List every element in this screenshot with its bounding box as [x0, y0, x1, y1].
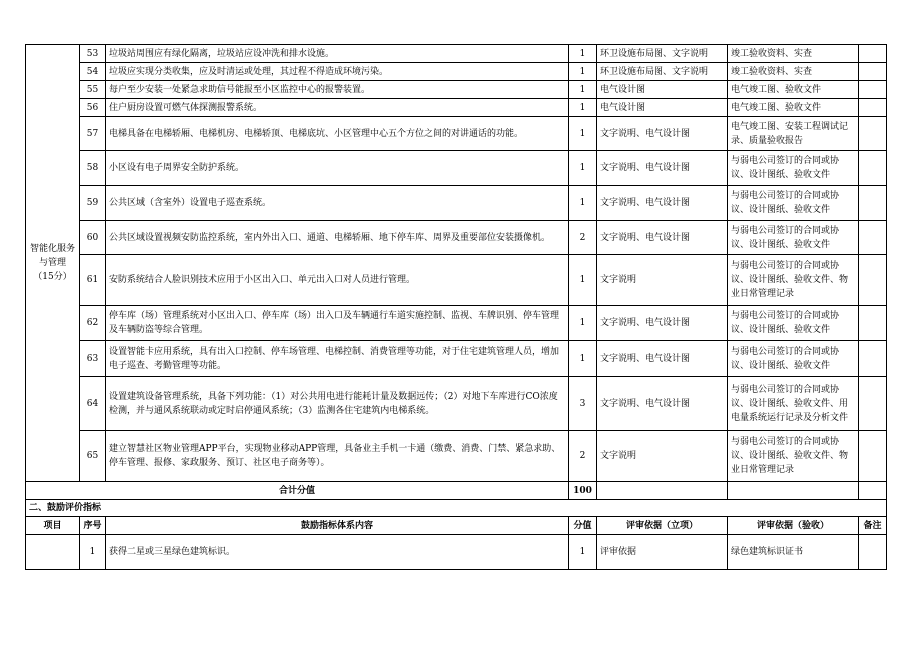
total-label: 合计分值 [26, 482, 569, 500]
table-row [26, 306, 887, 341]
table-row [26, 377, 887, 431]
row-score: 1 [569, 306, 597, 341]
row-content: 小区设有电子周界安全防护系统。 [106, 151, 569, 186]
header-remarks: 备注 [859, 517, 887, 535]
row-number: 64 [80, 377, 106, 431]
row-basis-acceptance: 电气竣工图、安装工程调试记录、质量验收报告 [728, 117, 859, 151]
table-row [26, 63, 887, 81]
row-content: 住户厨房设置可燃气体探测报警系统。 [106, 99, 569, 117]
main-table-body [26, 45, 887, 570]
row-remarks [859, 81, 887, 99]
row-number: 65 [80, 431, 106, 482]
bonus-basis-acceptance: 绿色建筑标识证书 [728, 535, 859, 570]
row-basis-project: 文字说明 [597, 431, 728, 482]
table-row [26, 45, 887, 63]
row-basis-project: 文字说明、电气设计图 [597, 221, 728, 255]
row-basis-project: 文字说明 [597, 255, 728, 306]
row-basis-acceptance: 与弱电公司签订的合同或协议、设计图纸、验收文件、用电量系统运行记录及分析文件 [728, 377, 859, 431]
header-no: 序号 [80, 517, 106, 535]
header-row [26, 517, 887, 535]
row-remarks [859, 341, 887, 377]
row-content: 电梯具备在电梯轿厢、电梯机房、电梯轿顶、电梯底坑、小区管理中心五个方位之间的对讲通话的功能。 [106, 117, 569, 151]
section-title: 二、鼓励评价指标 [26, 500, 887, 517]
row-basis-project: 电气设计图 [597, 99, 728, 117]
row-score: 2 [569, 431, 597, 482]
row-number: 57 [80, 117, 106, 151]
total-row [26, 482, 887, 500]
header-score: 分值 [569, 517, 597, 535]
row-number: 56 [80, 99, 106, 117]
row-basis-acceptance: 与弱电公司签订的合同或协议、设计图纸、验收文件、物业日常管理记录 [728, 255, 859, 306]
bonus-content: 获得二星或三星绿色建筑标识。 [106, 535, 569, 570]
row-basis-project: 文字说明、电气设计图 [597, 306, 728, 341]
table-row [26, 341, 887, 377]
bonus-item-cell [26, 535, 80, 570]
row-content: 公共区域（含室外）设置电子巡查系统。 [106, 186, 569, 221]
row-score: 1 [569, 63, 597, 81]
header-item: 项目 [26, 517, 80, 535]
row-basis-project: 环卫设施布局图、文字说明 [597, 63, 728, 81]
row-score: 1 [569, 99, 597, 117]
row-remarks [859, 63, 887, 81]
row-number: 63 [80, 341, 106, 377]
row-basis-project: 文字说明、电气设计图 [597, 186, 728, 221]
row-remarks [859, 99, 887, 117]
table-row [26, 255, 887, 306]
row-score: 1 [569, 255, 597, 306]
table-row [26, 117, 887, 151]
row-content: 停车库（场）管理系统对小区出入口、停车库（场）出入口及车辆通行车道实施控制、监视、车牌识别、停车管理及车辆防盗等综合管理。 [106, 306, 569, 341]
row-basis-project: 电气设计图 [597, 81, 728, 99]
row-score: 1 [569, 186, 597, 221]
total-empty-cell [859, 482, 887, 500]
row-basis-project: 文字说明、电气设计图 [597, 151, 728, 186]
table-row [26, 151, 887, 186]
bonus-row [26, 535, 887, 570]
row-score: 2 [569, 221, 597, 255]
row-number: 59 [80, 186, 106, 221]
section-title-row [26, 500, 887, 517]
row-basis-acceptance: 电气竣工图、验收文件 [728, 81, 859, 99]
row-content: 垃圾应实现分类收集，应及时清运或处理，其过程不得造成环境污染。 [106, 63, 569, 81]
row-basis-acceptance: 与弱电公司签订的合同或协议、设计图纸、验收文件 [728, 221, 859, 255]
header-basis-acceptance: 评审依据（验收） [728, 517, 859, 535]
row-basis-project: 文字说明、电气设计图 [597, 341, 728, 377]
row-basis-project: 文字说明、电气设计图 [597, 117, 728, 151]
row-number: 58 [80, 151, 106, 186]
row-remarks [859, 186, 887, 221]
row-number: 61 [80, 255, 106, 306]
row-remarks [859, 255, 887, 306]
total-value: 100 [569, 482, 597, 500]
bonus-remarks [859, 535, 887, 570]
row-number: 55 [80, 81, 106, 99]
row-content: 公共区域设置视频安防监控系统，室内外出入口、通道、电梯轿厢、地下停车库、周界及重要部位安装摄像机。 [106, 221, 569, 255]
row-score: 3 [569, 377, 597, 431]
row-content: 垃圾站周围应有绿化隔离，垃圾站应设冲洗和排水设施。 [106, 45, 569, 63]
row-number: 53 [80, 45, 106, 63]
row-basis-acceptance: 竣工验收资料、实查 [728, 45, 859, 63]
row-basis-acceptance: 与弱电公司签订的合同或协议、设计图纸、验收文件、物业日常管理记录 [728, 431, 859, 482]
row-remarks [859, 431, 887, 482]
table-row [26, 221, 887, 255]
row-basis-project: 环卫设施布局图、文字说明 [597, 45, 728, 63]
row-basis-acceptance: 竣工验收资料、实查 [728, 63, 859, 81]
bonus-number: 1 [80, 535, 106, 570]
row-score: 1 [569, 117, 597, 151]
table-row [26, 431, 887, 482]
row-score: 1 [569, 81, 597, 99]
category-cell: 智能化服务与管理（15分） [26, 45, 80, 482]
row-basis-acceptance: 与弱电公司签订的合同或协议、设计图纸、验收文件 [728, 341, 859, 377]
row-content: 建立智慧社区物业管理APP平台，实现物业移动APP管理，具备业主手机一卡通（缴费、消费、门禁、紧急求助、停车管理、报修、家政服务、预订、社区电子商务等）。 [106, 431, 569, 482]
row-remarks [859, 221, 887, 255]
row-score: 1 [569, 45, 597, 63]
table-row [26, 186, 887, 221]
row-content: 安防系统结合人脸识别技术应用于小区出入口、单元出入口对人员进行管理。 [106, 255, 569, 306]
row-basis-acceptance: 与弱电公司签订的合同或协议、设计图纸、验收文件 [728, 306, 859, 341]
row-remarks [859, 117, 887, 151]
bonus-basis-project: 评审依据 [597, 535, 728, 570]
row-number: 62 [80, 306, 106, 341]
row-score: 1 [569, 341, 597, 377]
row-basis-acceptance: 电气竣工图、验收文件 [728, 99, 859, 117]
row-content: 设置智能卡应用系统，具有出入口控制、停车场管理、电梯控制、消费管理等功能，对于住宅建筑管理人员，增加电子巡查、考勤管理等功能。 [106, 341, 569, 377]
row-basis-acceptance: 与弱电公司签订的合同或协议、设计图纸、验收文件 [728, 186, 859, 221]
table-row [26, 81, 887, 99]
header-content: 鼓励指标体系内容 [106, 517, 569, 535]
row-remarks [859, 151, 887, 186]
total-empty-cell [597, 482, 728, 500]
row-number: 60 [80, 221, 106, 255]
bonus-score: 1 [569, 535, 597, 570]
row-score: 1 [569, 151, 597, 186]
table-row [26, 99, 887, 117]
row-content: 设置建筑设备管理系统，具备下列功能：（1）对公共用电进行能耗计量及数据远传；（2）对地下车库进行CO浓度检测，并与通风系统联动或定时启停通风系统；（3）监测各住宅建筑内电梯系统。 [106, 377, 569, 431]
header-basis-project: 评审依据（立项） [597, 517, 728, 535]
row-remarks [859, 45, 887, 63]
row-remarks [859, 377, 887, 431]
total-empty-cell [728, 482, 859, 500]
row-content: 每户至少安装一处紧急求助信号能报至小区监控中心的报警装置。 [106, 81, 569, 99]
row-basis-acceptance: 与弱电公司签订的合同或协议、设计图纸、验收文件 [728, 151, 859, 186]
row-remarks [859, 306, 887, 341]
evaluation-table [25, 44, 887, 570]
row-number: 54 [80, 63, 106, 81]
row-basis-project: 文字说明、电气设计图 [597, 377, 728, 431]
